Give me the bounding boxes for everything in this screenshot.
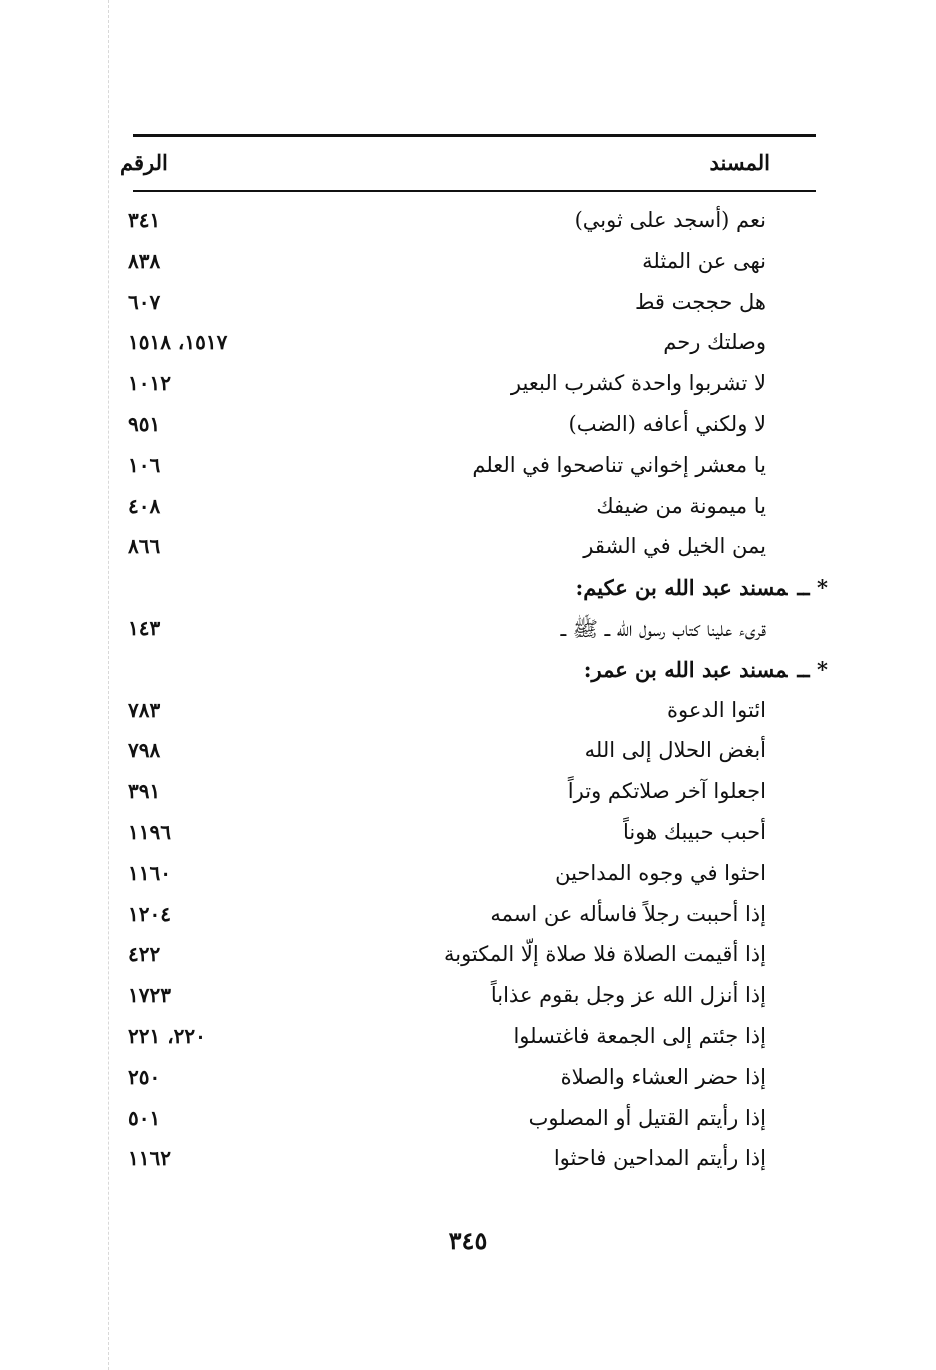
entry-text: إذا رأيتم المداحين فاحثوا <box>553 1146 766 1171</box>
section-title-text: مسند عبد الله بن عمر: <box>583 656 788 682</box>
entry-text: إذا أنزل الله عز وجل بقوم عذاباً <box>490 983 766 1008</box>
entry-number: ٢٢٠، ٢٢١ <box>128 1023 206 1048</box>
entry-text: إذا جئتم إلى الجمعة فاغتسلوا <box>513 1023 766 1048</box>
entry-number: ١١٦٠ <box>128 860 171 885</box>
section-heading <box>118 653 828 694</box>
entry-text: هل حججت قط <box>634 289 766 314</box>
entry-text: اجعلوا آخر صلاتكم وتراً <box>567 779 766 804</box>
entry-number: ٤٢٢ <box>128 942 161 967</box>
table-top-rule <box>133 134 816 137</box>
index-entry <box>118 204 828 245</box>
entry-number: ٨٣٨ <box>128 248 161 273</box>
entry-number: ٣٤١ <box>128 208 161 232</box>
index-entry <box>118 1102 828 1143</box>
index-entry <box>118 1142 828 1183</box>
entry-number: ١٧٢٣ <box>128 983 171 1008</box>
entry-number: ٧٩٨ <box>128 738 161 763</box>
entry-number: ١٠٦ <box>128 452 161 477</box>
entry-text: يمن الخيل في الشقر <box>583 534 766 559</box>
index-list <box>118 204 828 1183</box>
index-entry <box>118 1020 828 1061</box>
entry-number: ١٢٠٤ <box>128 901 171 926</box>
index-entry <box>118 775 828 816</box>
index-entry <box>118 898 828 939</box>
entry-text: إذا أحببت رجلاً فاسأله عن اسمه <box>490 901 766 926</box>
index-entry <box>118 367 828 408</box>
entry-text: نعم (أسجد على ثوبي) <box>574 208 766 232</box>
section-title-text: مسند عبد الله بن عكيم: <box>575 575 788 601</box>
entry-number: ١٥١٧، ١٥١٨ <box>128 330 228 355</box>
header-number-label: الرقم <box>120 149 168 175</box>
entry-text: إذا أقيمت الصلاة فلا صلاة إلّا المكتوبة <box>443 942 766 967</box>
index-entry <box>118 245 828 286</box>
entry-number: ١١٦٢ <box>128 1146 171 1171</box>
entry-text: لا تشربوا واحدة كشرب البعير <box>510 371 766 396</box>
entry-number: ٧٨٣ <box>128 697 161 722</box>
section-heading <box>118 571 828 612</box>
entry-number: ٥٠١ <box>128 1105 161 1130</box>
section-title <box>584 657 828 682</box>
header-musnad-label: المسند <box>709 149 770 175</box>
index-entry <box>118 816 828 857</box>
entry-text: ائتوا الدعوة <box>666 697 766 722</box>
table-header-rule <box>133 190 816 192</box>
entry-text: أبغض الحلال إلى الله <box>584 738 766 763</box>
entry-text: نهى عن المثلة <box>642 248 766 273</box>
entry-text: يا معشر إخواني تناصحوا في العلم <box>472 452 766 477</box>
index-entry <box>118 734 828 775</box>
entry-text: إذا حضر العشاء والصلاة <box>560 1064 766 1089</box>
index-entry <box>118 979 828 1020</box>
entry-number: ٩٥١ <box>128 411 161 436</box>
entry-number: ١٤٣ <box>128 615 161 640</box>
entry-text: وصلتك رحم <box>663 330 766 355</box>
entry-text: إذا رأيتم القتيل أو المصلوب <box>528 1105 766 1130</box>
index-entry <box>118 490 828 531</box>
index-entry <box>118 612 828 653</box>
entry-number: ١٠١٢ <box>128 371 171 396</box>
table-header <box>120 144 770 180</box>
page-number: ٣٤٥ <box>448 1226 488 1255</box>
index-entry <box>118 408 828 449</box>
section-marker: * ــ <box>797 575 828 601</box>
entry-number: ٢٥٠ <box>128 1064 161 1089</box>
index-entry <box>118 1061 828 1102</box>
index-entry <box>118 938 828 979</box>
entry-text: احثوا في وجوه المداحين <box>555 860 766 885</box>
section-marker: * ــ <box>797 656 828 682</box>
index-entry <box>118 286 828 327</box>
index-entry <box>118 449 828 490</box>
entry-number: ٤٠٨ <box>128 493 161 518</box>
entry-number: ٦٠٧ <box>128 289 161 314</box>
entry-text: قرىء علينا كتاب رسول الله ــ ﷺ ــ <box>560 616 766 641</box>
section-title <box>576 575 828 600</box>
index-entry <box>118 530 828 571</box>
index-entry <box>118 326 828 367</box>
entry-text: لا ولكني أعافه (الضب) <box>568 411 766 436</box>
entry-text: أحبب حبيبك هوناً <box>623 819 766 844</box>
entry-text: يا ميمونة من ضيفك <box>596 493 766 518</box>
entry-number: ٣٩١ <box>128 779 161 804</box>
index-entry <box>118 694 828 735</box>
index-entry <box>118 857 828 898</box>
entry-number: ٨٦٦ <box>128 534 161 559</box>
entry-number: ١١٩٦ <box>128 819 171 844</box>
binding-margin-line <box>108 0 109 1370</box>
